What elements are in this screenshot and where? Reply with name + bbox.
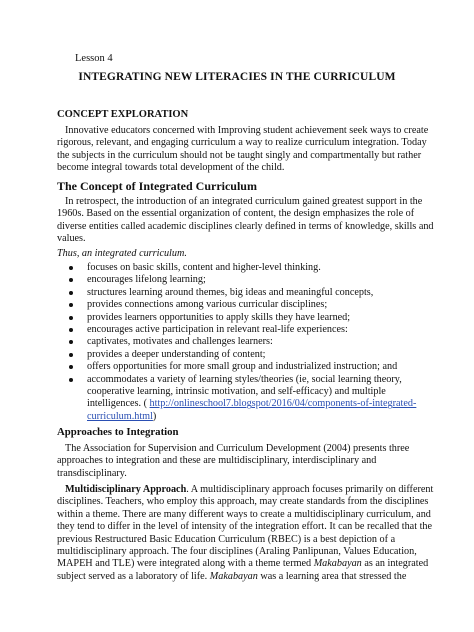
list-item: captivates, motivates and challenges learners: [57, 336, 427, 348]
source-link-continued[interactable]: curriculum.html [87, 410, 153, 422]
paragraph-line: approaches to integration and these are multidisciplinary, interdisciplinary and [57, 455, 377, 467]
bullet-icon [69, 278, 73, 282]
paragraph-line: values. [57, 233, 86, 245]
paragraph-line: diverse entities called academic disciplines clearly defined in terms of knowledge, skills and [57, 220, 434, 232]
list-item: encourages lifelong learning; [57, 274, 427, 286]
bullet-icon [69, 316, 73, 320]
list-item: structures learning around themes, big ideas and meaningful concepts, [57, 287, 427, 299]
bullet-icon [69, 328, 73, 332]
multidisciplinary-term: Multidisciplinary Approach [65, 484, 187, 495]
paragraph-line: become integral towards total development of the child. [57, 162, 285, 174]
paragraph-line: they tend to differ in the level of intensity of the integration effort. It can be recalled that the [57, 521, 433, 533]
paragraph-line: disciplines. Teachers, who employ this approach, may create standards from the disciplines [57, 496, 429, 508]
bullet-icon [69, 303, 73, 307]
bullet-icon [69, 291, 73, 295]
paragraph-line: multidisciplinary approach. The four disciplines (Araling Panlipunan, Values Education, [57, 546, 417, 558]
bullet-icon [69, 378, 73, 382]
list-item: provides connections among various curricular disciplines; [57, 299, 427, 311]
approaches-heading: Approaches to Integration [57, 426, 179, 438]
list-item: accommodates a variety of learning styles/theories (ie, social learning theory, cooperative learning, intrinsic motivation, and self-efficacy) and multiple intelligences. ( http://onlineschool7.blogspot/2016/04/components-of-integrated- curriculum.html) [57, 374, 427, 424]
paragraph-line: In retrospect, the introduction of an integrated curriculum gained greatest support in the [65, 196, 423, 207]
paragraph-line: Innovative educators concerned with Improving student achievement seek ways to create [65, 125, 429, 136]
integrated-curriculum-heading: The Concept of Integrated Curriculum [57, 179, 257, 193]
bullet-icon [69, 340, 73, 344]
concept-paragraph [57, 125, 429, 175]
bullet-icon [69, 353, 73, 357]
integrated-curriculum-bullet-list [57, 262, 427, 423]
list-item: provides learners opportunities to apply skills they have learned; [57, 312, 427, 324]
document-title: INTEGRATING NEW LITERACIES IN THE CURRICULUM [78, 71, 396, 83]
bullet-icon [69, 365, 73, 369]
list-item: focuses on basic skills, content and higher-level thinking. [57, 262, 427, 274]
paragraph-line: The Association for Supervision and Curriculum Development (2004) presents three [65, 443, 410, 454]
paragraph-line: rigorous, relevant, and engaging curriculum a way to realize curriculum integration. Today [57, 137, 427, 149]
paragraph-line: within a theme. There are many different ways to create a multidisciplinary curriculum, and [57, 508, 431, 520]
list-item: offers opportunities for more small group and industrialized instruction; and [57, 361, 427, 373]
paragraph-line: the subjects in the curriculum should not be taught singly and compartmentally but rather [57, 149, 422, 161]
paragraph-line: previous Restructured Basic Education Curriculum (RBEC) is a best depiction of a [57, 533, 396, 545]
source-link[interactable]: http://onlineschool7.blogspot/2016/04/components-of-integrated- [149, 398, 417, 410]
lesson-label: Lesson 4 [75, 53, 113, 64]
paragraph-line: transdisciplinary. [57, 467, 127, 479]
list-item: provides a deeper understanding of content; [57, 349, 427, 361]
multidisciplinary-paragraph: Multidisciplinary Approach. A multidisciplinary approach focuses primarily on different disciplines. Teachers, who employ this approach, may create standards from the disciplines within a theme. There are many different ways to create a multidisciplinary curriculum, and they tend to differ in the level of intensity of the integration effort. It can be recalled that the previous Restructured Basic Education Curriculum (RBEC) is a best depiction of a multidisciplinary approach. The four disciplines (Araling Panlipunan, Values Education, MAPEH and TLE) were integrated along with a theme termed Makabayan as an integrated subject served as a laboratory of life. Makabayan was a learning area that stressed the [57, 484, 434, 582]
bullet-icon [69, 266, 73, 270]
integrated-paragraph [57, 196, 434, 246]
list-item: encourages active participation in relevant real-life experiences: [57, 324, 427, 336]
thus-line: Thus, an integrated curriculum. [57, 248, 187, 259]
paragraph-line: 1960s. Based on the essential organization of content, the design emphasizes the role of [57, 208, 415, 220]
concept-heading: CONCEPT EXPLORATION [57, 109, 189, 120]
approaches-paragraph [57, 443, 421, 480]
